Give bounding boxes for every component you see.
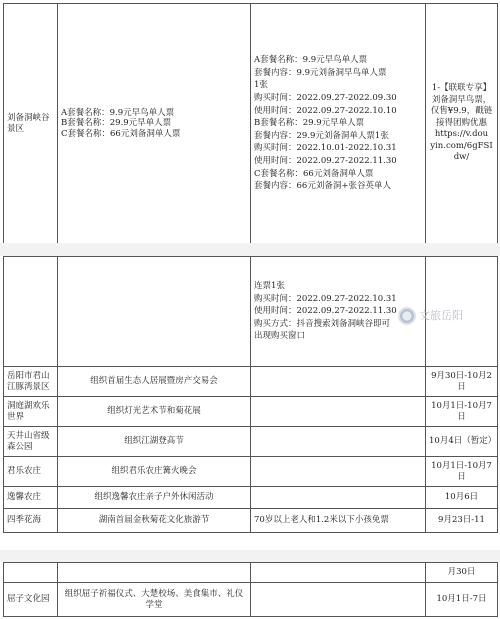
- detail-line: C套餐名称：66元刘备洞单人票: [254, 168, 374, 179]
- detail-line: 使用时间：2022.09.27-2022.11.30: [254, 306, 397, 317]
- empty-cell: [4, 563, 58, 583]
- table-row: [4, 487, 498, 509]
- note-line: 1-【联联专享】: [431, 83, 492, 94]
- detail-line: 套餐内容：66元刘备洞+张谷英单人: [254, 181, 391, 192]
- activity-name: 组织首届生态人居展暨房产交易会: [90, 376, 218, 387]
- note-line: 刘备洞早鸟票，: [431, 94, 492, 105]
- scene-name: 屈子文化园: [7, 594, 50, 605]
- scene-name: 洞庭湖欢乐世界: [7, 400, 50, 422]
- scene-cell: [4, 583, 58, 617]
- date-text: 9月30日-10月2日: [431, 370, 492, 392]
- package-detail-cell: [251, 4, 426, 244]
- scene-name: 君乐农庄: [7, 466, 42, 477]
- extra-cell: [251, 583, 426, 617]
- page-gap: [0, 550, 500, 562]
- detail-line: 购买时间：2022.09.27-2022.09.30: [254, 92, 397, 103]
- detail-line: B套餐名称：29.9元早单人票: [254, 118, 365, 129]
- activity-cell: [58, 427, 251, 457]
- date-cell: [426, 583, 498, 617]
- extra-cell: [251, 457, 426, 487]
- scene-cell: [4, 509, 58, 533]
- activity-cell: [58, 397, 251, 427]
- date-cell: [426, 397, 498, 427]
- note-line: 仅售¥9.9，戳链: [430, 106, 493, 117]
- table-row: [4, 427, 498, 457]
- empty-cell: [4, 257, 58, 367]
- package-summary-cell: [58, 4, 251, 244]
- note-link-line[interactable]: dw/: [453, 152, 470, 163]
- date-cell: [426, 563, 498, 583]
- table-row: [4, 397, 498, 427]
- activity-name: 组织逸馨农庄亲子户外休闲活动: [94, 492, 214, 503]
- scene-name: 逸馨农庄: [7, 492, 42, 503]
- activity-name: 组织灯光艺术节和菊花展: [107, 406, 201, 417]
- detail-line: 连票1张: [254, 280, 285, 291]
- detail-line: A套餐名称：9.9元早鸟单人票: [254, 55, 368, 66]
- extra-cell: [251, 487, 426, 509]
- scene-cell: [4, 457, 58, 487]
- activity-cell: [58, 457, 251, 487]
- date-text: 9月23日-11: [438, 515, 485, 526]
- detail-line: 1张: [254, 80, 268, 91]
- date-cell: [426, 457, 498, 487]
- date-text: 10月1日-10月7日: [431, 400, 492, 422]
- package-b: B套餐名称：29.9元早单人票: [61, 118, 172, 129]
- detail-line: 使用时间：2022.09.27-2022.10.10: [254, 105, 397, 116]
- activity-cell: [58, 487, 251, 509]
- empty-cell: [58, 563, 251, 583]
- scene-cell: [4, 397, 58, 427]
- note-link-line[interactable]: yin.com/6gFSI: [430, 140, 493, 151]
- extra-cell: [251, 397, 426, 427]
- scene-name: 天井山省级森公园: [7, 430, 50, 452]
- page-gap: [0, 243, 500, 256]
- date-cell: [426, 427, 498, 457]
- package-a: A套餐名称：9.9元早鸟单人票: [61, 107, 175, 118]
- watermark: [398, 305, 496, 327]
- detail-line: 使用时间：2022.09.27-2022.11.30: [254, 156, 397, 167]
- detail-line: 出现购买窗口: [254, 331, 306, 342]
- empty-cell: [58, 257, 251, 367]
- detail-line: 购买时间：2022.10.01-2022.10.31: [254, 143, 397, 154]
- extra-cell: [251, 509, 426, 533]
- package-c: C套餐名称：66元刘备洞单人票: [61, 128, 181, 139]
- activity-cell: [58, 583, 251, 617]
- scene-name: 四季花海: [7, 515, 42, 526]
- activity-cell: [58, 367, 251, 397]
- date-text: 10月6日: [444, 492, 479, 503]
- date-cell: [426, 509, 498, 533]
- extra-text: 70岁以上老人和1.2米以下小孩免票: [254, 515, 389, 526]
- scene-cell: [4, 487, 58, 509]
- activity-table-continued: [3, 562, 498, 617]
- date-text: 10月1日-7日: [436, 594, 487, 605]
- table-row: [4, 583, 498, 617]
- date-cell: [426, 367, 498, 397]
- table-row: [4, 509, 498, 533]
- date-text: 10月4日（暂定）: [429, 436, 497, 447]
- activity-name: 湖南首届金秋菊花文化旅游节: [98, 515, 210, 526]
- watermark-text: 文旅岳阳: [419, 309, 463, 323]
- extra-cell: [251, 367, 426, 397]
- detail-line: 购买方式：抖音搜索刘备洞峡谷即可: [254, 318, 391, 329]
- activity-name: 组织屈子祈福仪式、大楚校场、美食集市、礼仪学堂: [64, 588, 244, 610]
- date-text: 10月1日-10月7日: [431, 460, 492, 482]
- package-table: [3, 3, 498, 244]
- scene-cell: [4, 367, 58, 397]
- brand-logo-icon: [398, 307, 416, 325]
- table-row: [4, 367, 498, 397]
- activity-cell: [58, 509, 251, 533]
- empty-cell: [251, 563, 426, 583]
- detail-line: 套餐内容：9.9元刘备洞早鸟单人票: [254, 67, 387, 78]
- scene-name: 岳阳市君山江豚湾景区: [7, 370, 50, 392]
- scene-cell: [4, 4, 58, 244]
- detail-line: 购买时间：2022.09.27-2022.10.31: [254, 293, 397, 304]
- table-row: [4, 457, 498, 487]
- activity-name: 组织江湖登高节: [124, 436, 184, 447]
- date-text: 月30日: [447, 567, 476, 578]
- scene-cell: [4, 427, 58, 457]
- scene-name: 刘备洞峡谷景区: [7, 112, 50, 134]
- detail-line: 套餐内容：29.9元刘备洞单人票1张: [254, 130, 389, 141]
- note-line: 接得团购优惠: [435, 117, 487, 128]
- note-cell: [426, 4, 498, 244]
- note-link-line[interactable]: https://v.dou: [434, 129, 489, 140]
- activity-table: [3, 256, 498, 533]
- date-cell: [426, 487, 498, 509]
- activity-name: 组织君乐农庄篝火晚会: [111, 466, 197, 477]
- extra-cell: [251, 427, 426, 457]
